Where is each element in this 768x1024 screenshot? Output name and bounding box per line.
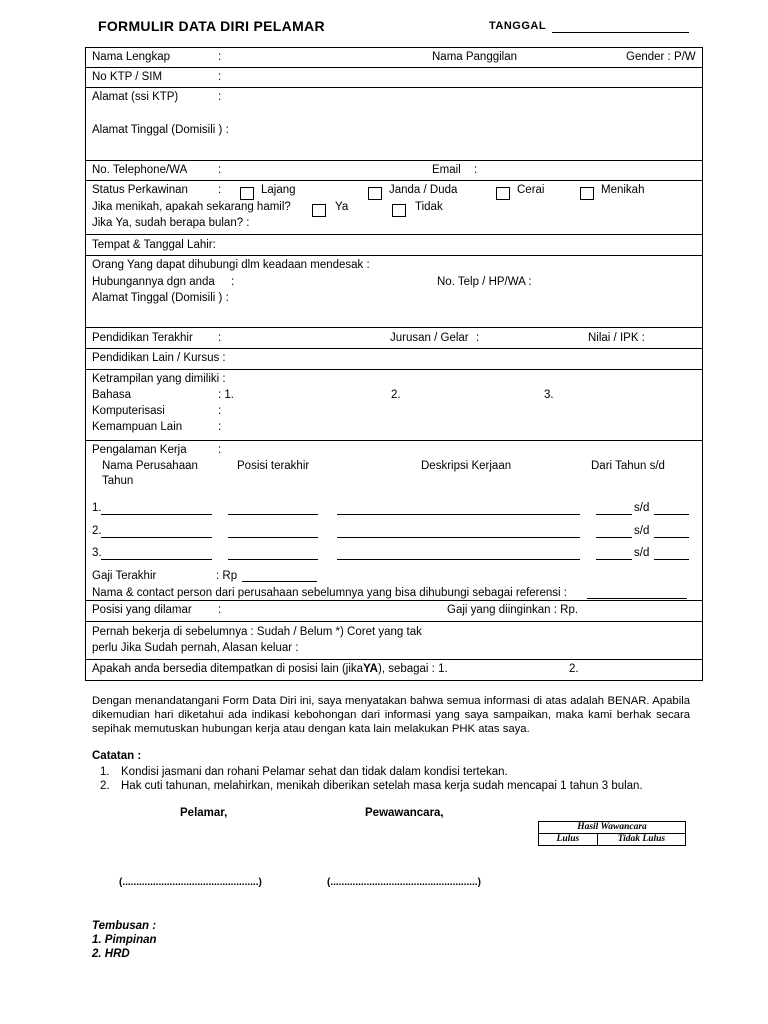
tembusan-title: Tembusan :: [92, 920, 157, 932]
col-posisi: Posisi terakhir: [237, 460, 310, 472]
row-1-sampai[interactable]: [654, 514, 689, 515]
row-1-posisi[interactable]: [228, 514, 318, 515]
gender-label: Gender : P/W: [626, 51, 696, 63]
janda-duda-label: Janda / Duda: [389, 184, 458, 196]
alamat-ktp-label: Alamat (ssi KTP): [92, 91, 179, 103]
lulus-cell[interactable]: Lulus: [539, 834, 598, 846]
bahasa-1: : 1.: [218, 389, 234, 401]
hamil-tidak-checkbox[interactable]: [392, 204, 406, 217]
row-3-posisi[interactable]: [228, 559, 318, 560]
row-2-sampai[interactable]: [654, 537, 689, 538]
pelamar-label: Pelamar,: [180, 807, 228, 819]
alamat-domisili-label: Alamat Tinggal (Domisili ) :: [92, 292, 229, 304]
tidak-lulus-cell[interactable]: Tidak Lulus: [597, 834, 685, 846]
lajang-label: Lajang: [261, 184, 296, 196]
pernah-bekerja-label-2: perlu Jika Sudah pernah, Alasan keluar :: [92, 642, 299, 654]
row-3-sampai[interactable]: [654, 559, 689, 560]
tanggal-label: TANGGAL: [489, 20, 547, 32]
gaji-diinginkan-label: Gaji yang diinginkan : Rp.: [447, 604, 579, 616]
gaji-terakhir-label: Gaji Terakhir: [92, 570, 157, 582]
no-telp-hp-label: No. Telp / HP/WA :: [437, 276, 532, 288]
hamil-ya-checkbox[interactable]: [312, 204, 326, 217]
catatan-number-1: 1.: [100, 766, 110, 778]
menikah-label: Menikah: [601, 184, 645, 196]
hamil-tidak-label: Tidak: [415, 201, 443, 213]
referensi-field[interactable]: [587, 598, 687, 599]
hamil-ya-label: Ya: [335, 201, 349, 213]
row-2-deskripsi[interactable]: [337, 537, 580, 538]
ketrampilan-label: Ketrampilan yang dimiliki :: [92, 373, 226, 385]
pewawancara-signature-line[interactable]: (.....................................................): [327, 877, 481, 888]
pengalaman-label: Pengalaman Kerja: [92, 444, 187, 456]
row-3-perusahaan[interactable]: [101, 559, 212, 560]
email-label: Email: [432, 164, 461, 176]
catatan-item-2: Hak cuti tahunan, melahirkan, menikah diberikan setelah masa kerja sudah mencapai 1 tahun 3 bulan.: [121, 780, 643, 792]
catatan-number-2: 2.: [100, 780, 110, 792]
komputerisasi-label: Komputerisasi: [92, 405, 165, 417]
nama-panggilan-label: Nama Panggilan: [432, 51, 518, 63]
hasil-title: Hasil Wawancara: [539, 822, 686, 834]
tanggal-line[interactable]: [552, 32, 689, 33]
janda-duda-checkbox[interactable]: [368, 187, 382, 200]
cerai-checkbox[interactable]: [496, 187, 510, 200]
pendidikan-terakhir-label: Pendidikan Terakhir: [92, 332, 193, 344]
pewawancara-label: Pewawancara,: [365, 807, 444, 819]
gaji-rp: : Rp: [216, 570, 238, 582]
pendidikan-lain-label: Pendidikan Lain / Kursus :: [92, 352, 226, 364]
bahasa-label: Bahasa: [92, 389, 132, 401]
menikah-checkbox[interactable]: [580, 187, 594, 200]
jurusan-label: Jurusan / Gelar: [390, 332, 469, 344]
row-1-perusahaan[interactable]: [101, 514, 212, 515]
statement-paragraph: Dengan menandatangani Form Data Diri ini, saya menyatakan bahwa semua informasi di atas adalah BENAR. Apabila dikemudian hari diketahui ada indikasi kebohongan dari informasi yang saya sampaikan, maka kami berhak secara sepihak memutuskan hubungan kerja atau dengan kata lain melakukan PHK atas saya.: [92, 695, 690, 736]
hamil-bulan-label: Jika Ya, sudah berapa bulan? :: [92, 217, 250, 229]
row-2-perusahaan[interactable]: [101, 537, 212, 538]
no-ktp-label: No KTP / SIM: [92, 71, 163, 83]
tembusan-item-2: 2. HRD: [92, 948, 130, 960]
kemampuan-lain-label: Kemampuan Lain: [92, 421, 183, 433]
alamat-tinggal-label: Alamat Tinggal (Domisili ) :: [92, 124, 229, 136]
nilai-label: Nilai / IPK :: [588, 332, 645, 344]
darurat-title: Orang Yang dapat dihubungi dlm keadaan mendesak :: [92, 259, 370, 271]
col-deskripsi: Deskripsi Kerjaan: [421, 460, 512, 472]
hasil-wawancara-table: [538, 821, 686, 846]
form-box: [85, 47, 703, 681]
bahasa-2: 2.: [391, 389, 401, 401]
row-1-deskripsi[interactable]: [337, 514, 580, 515]
col-tahun: Dari Tahun s/d: [591, 460, 665, 472]
tembusan-item-1: 1. Pimpinan: [92, 934, 157, 946]
pernah-bekerja-label: Pernah bekerja di sebelumnya : Sudah / Belum *) Coret yang tak: [92, 626, 422, 638]
row-3-dari[interactable]: [596, 559, 632, 560]
row-2-posisi[interactable]: [228, 537, 318, 538]
col-tahun-2: Tahun: [102, 475, 134, 487]
nama-lengkap-label: Nama Lengkap: [92, 51, 170, 63]
status-perkawinan-label: Status Perkawinan: [92, 184, 188, 196]
tempat-lahir-label: Tempat & Tanggal Lahir:: [92, 239, 216, 251]
referensi-label: Nama & contact person dari perusahaan sebelumnya yang bisa dihubungi sebagai referensi :: [92, 587, 567, 599]
bersedia-label: Apakah anda bersedia ditempatkan di posisi lain (jikaYA), sebagai : 1.: [92, 663, 448, 675]
cerai-label: Cerai: [517, 184, 545, 196]
row-2-number: 2.: [92, 525, 102, 537]
row-1-dari[interactable]: [596, 514, 632, 515]
posisi-dilamar-label: Posisi yang dilamar: [92, 604, 192, 616]
catatan-title: Catatan :: [92, 750, 142, 762]
hubungan-label: Hubungannya dgn anda: [92, 276, 215, 288]
row-3-number: 3.: [92, 547, 102, 559]
pelamar-signature-line[interactable]: (.................................................): [119, 877, 262, 888]
lajang-checkbox[interactable]: [240, 187, 254, 200]
hamil-question: Jika menikah, apakah sekarang hamil?: [92, 201, 291, 213]
row-2-dari[interactable]: [596, 537, 632, 538]
catatan-item-1: Kondisi jasmani dan rohani Pelamar sehat dan tidak dalam kondisi tertekan.: [121, 766, 508, 778]
col-perusahaan: Nama Perusahaan: [102, 460, 198, 472]
telephone-label: No. Telephone/WA: [92, 164, 188, 176]
bersedia-2: 2.: [569, 663, 579, 675]
row-3-deskripsi[interactable]: [337, 559, 580, 560]
row-1-number: 1.: [92, 502, 102, 514]
form-title: FORMULIR DATA DIRI PELAMAR: [98, 18, 325, 34]
bahasa-3: 3.: [544, 389, 554, 401]
gaji-terakhir-field[interactable]: [242, 581, 317, 582]
